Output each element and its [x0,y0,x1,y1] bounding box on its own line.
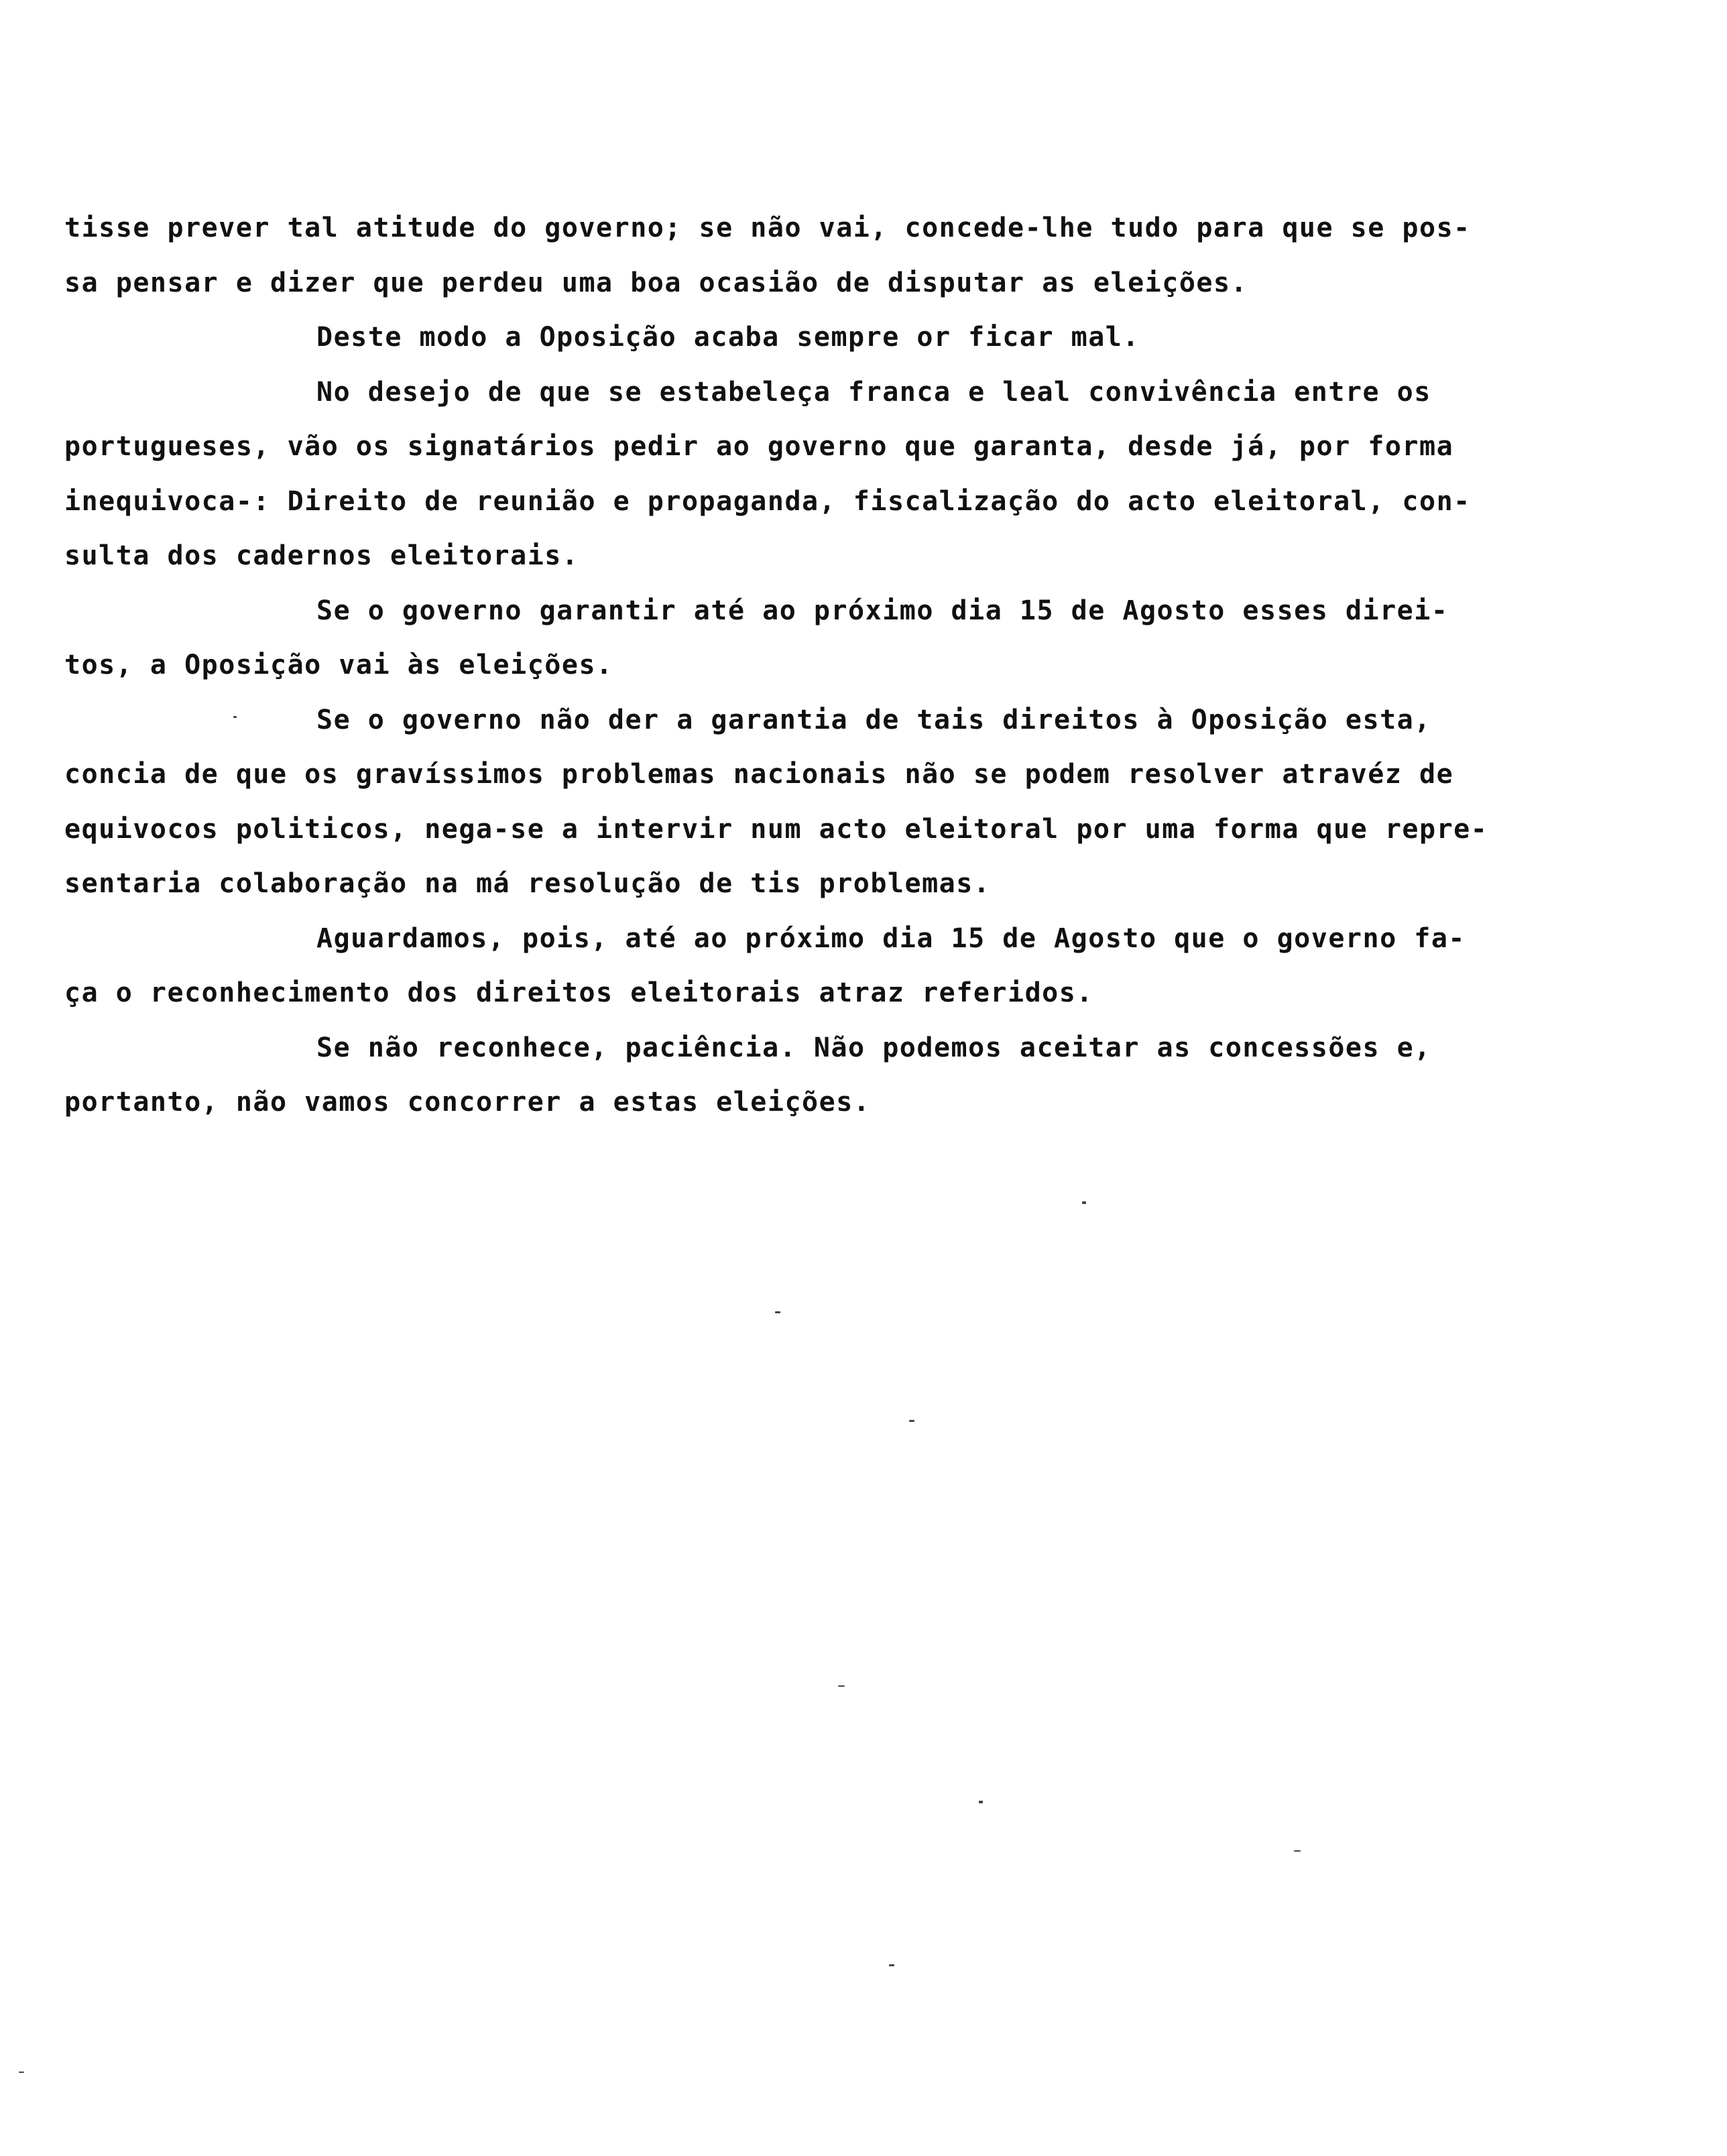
text-line: concia de que os gravíssimos problemas nacionais não se podem resolver atravéz de [64,759,1454,790]
text-line: tisse prever tal atitude do governo; se não vai, concede-lhe tudo para que se pos- [64,213,1471,243]
text-line: sa pensar e dizer que perdeu uma boa ocasião de disputar as eleições. [64,267,1248,298]
scan-speck [1294,1850,1301,1852]
scan-speck [889,1964,894,1966]
text-line: ça o reconhecimento dos direitos eleitorais atraz referidos. [64,977,1093,1008]
text-line: Se o governo garantir até ao próximo dia 15 de Agosto esses direi- [316,595,1449,626]
text-line: portugueses, vão os signatários pedir ao governo que garanta, desde já, por forma [64,431,1454,462]
text-line: Se não reconhece, paciência. Não podemos aceitar as concessões e, [316,1032,1431,1063]
scan-speck [838,1685,845,1687]
text-line: Se o governo não der a garantia de tais direitos à Oposição esta, [316,704,1431,735]
scan-speck [909,1420,914,1422]
text-line: Aguardamos, pois, até ao próximo dia 15 de Agosto que o governo fa- [316,922,1466,954]
document-body [64,201,1486,1130]
text-line: Deste modo a Oposição acaba sempre or ficar mal. [316,322,1140,353]
scan-speck [1082,1201,1086,1204]
text-line: No desejo de que se estabeleça franca e leal convivência entre os [316,376,1431,408]
text-line: portanto, não vamos concorrer a estas eleições. [64,1087,871,1118]
scan-speck [979,1801,983,1803]
text-line: sulta dos cadernos eleitorais. [64,540,579,571]
scan-speck [775,1311,780,1313]
text-line: sentaria colaboração na má resolução de tis problemas. [64,868,991,899]
text-line: equivocos politicos, nega-se a intervir num acto eleitoral por uma forma que repre- [64,813,1488,845]
scan-speck [19,2072,24,2073]
scan-speck [233,716,237,718]
text-line: inequivoca-: Direito de reunião e propaganda, fiscalização do acto eleitoral, con- [64,485,1471,517]
text-line: tos, a Oposição vai às eleições. [64,650,613,680]
